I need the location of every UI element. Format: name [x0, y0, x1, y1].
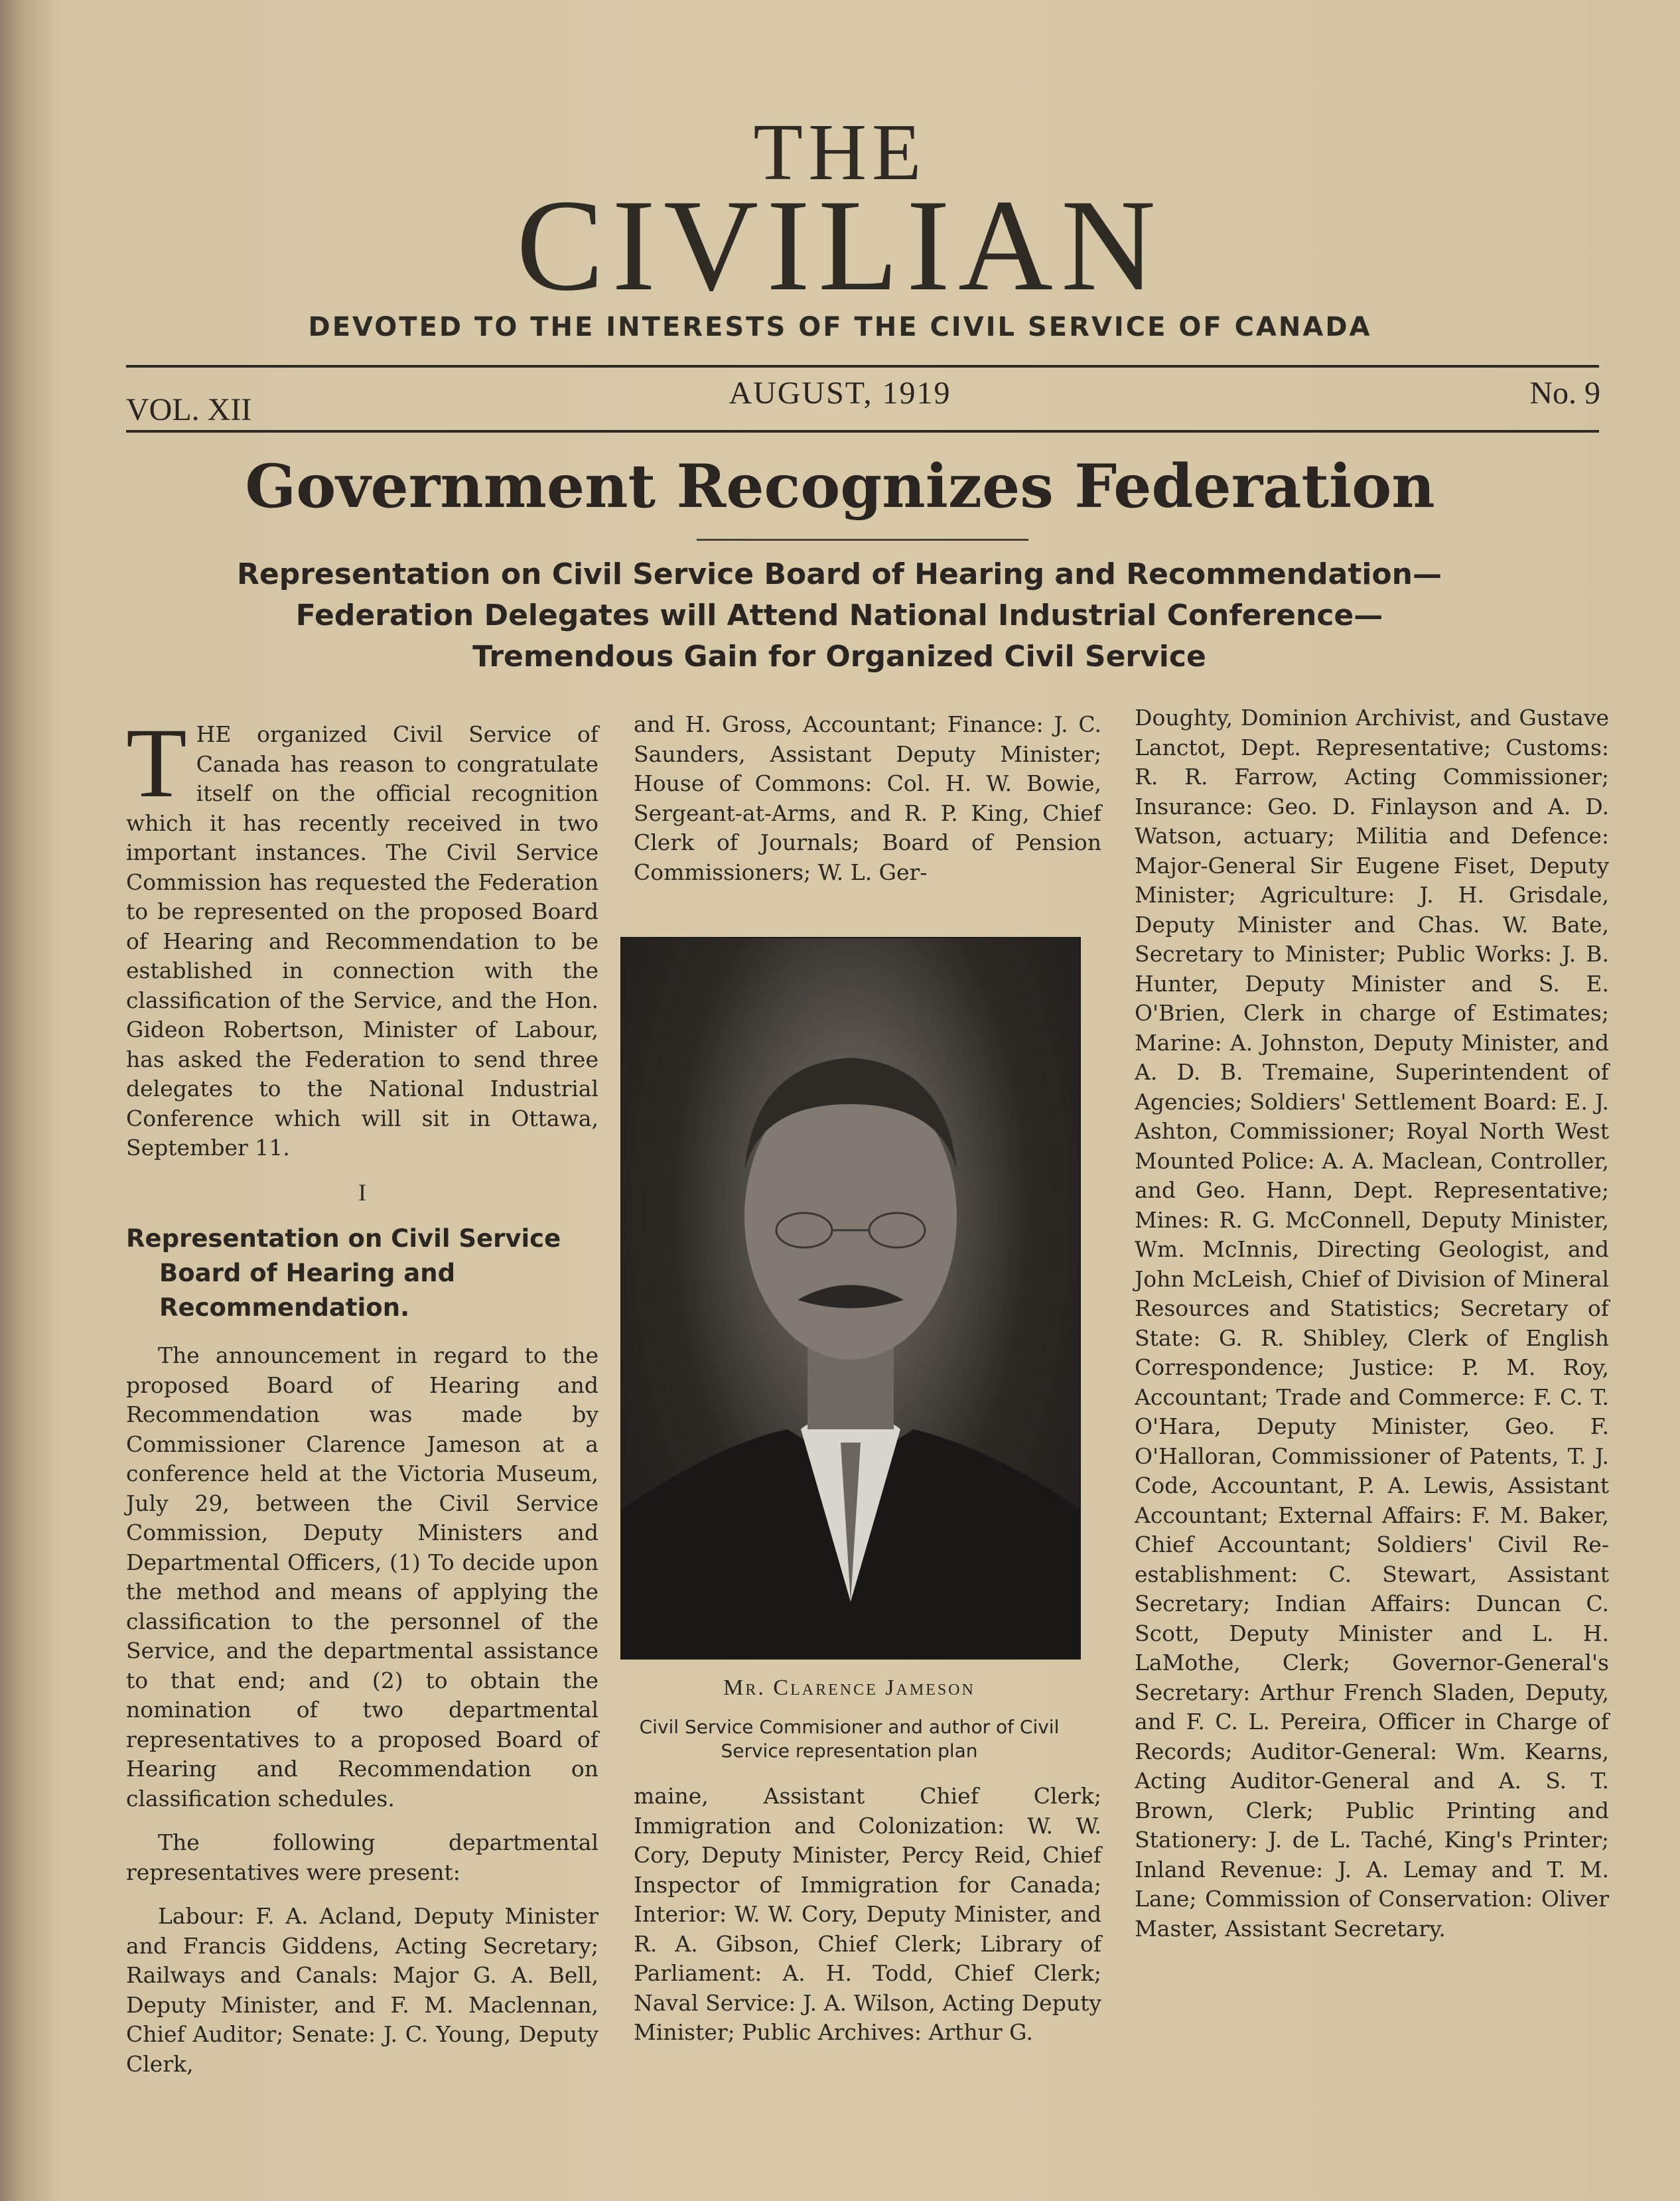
portrait-photo: [620, 937, 1081, 1660]
portrait-illustration: [622, 938, 1080, 1658]
body-paragraph: The announcement in regard to the proposed Board of Hearing and Recommendation was made by Commissioner Clarence Jameson at a conference held at the Victoria Museum, July 29, between the Civil Service Commission, Deputy Ministers and Departmental Officers, (1) To decide upon the method and means of applying the classification to the personnel of the Service, and the departmental assistance to that end; and (2) to obtain the nomination of two departmental representatives to a proposed Board of Hearing and Recommendation on classification schedules.: [126, 1342, 598, 1811]
bottom-rule: [126, 430, 1599, 433]
article-column-2-top: [634, 710, 1101, 902]
deck-line: Federation Delegates will Attend National Industrial Conference—: [295, 599, 1383, 632]
masthead-tagline: DEVOTED TO THE INTERESTS OF THE CIVIL SERVICE OF CANADA: [308, 312, 1372, 342]
lead-text: HE organized Civil Service of Canada has reason to congratulate itself on the official recognition which it has recently received in two important instances. The Civil Service Commission has requested the Federation to be represented on the proposed Board of Hearing and Recommendation to be established in connection with the classification of the Service, and the Hon. Gideon Robertson, Minister of Labour, has asked the Federation to send three delegates to the National Industrial Conference which will sit in Ottawa, September 11.: [126, 721, 598, 1161]
article-column-2-bottom: [634, 1782, 1101, 2062]
top-rule: [126, 365, 1599, 368]
body-paragraph: Labour: F. A. Acland, Deputy Minister and Francis Giddens, Acting Secretary; Railways and Canals: Major G. A. Bell, Deputy Minister, and F. M. Maclennan, Chief Auditor; Senate: J. C. Young, Deputy Clerk,: [126, 1903, 598, 2077]
article-column-3: [1135, 703, 1609, 1958]
deck-line: Representation on Civil Service Board of Hearing and Recommendation—: [237, 557, 1442, 591]
lead-paragraph: [126, 708, 598, 1163]
body-paragraph: and H. Gross, Accountant; Finance: J. C. Saunders, Assistant Deputy Minister; House of Commons: Col. H. W. Bowie, Sergeant-at-Arms, and R. P. King, Chief Clerk of Journals; Board of Pension Commissioners; W. L. Ger-: [634, 711, 1101, 885]
photo-caption-description: Civil Service Commisioner and author of Civil Service representation plan: [639, 1716, 1060, 1762]
issue-number: No. 9: [1529, 376, 1600, 411]
body-paragraph: The following departmental representatives were present:: [126, 1829, 598, 1885]
volume-label: VOL. XII: [126, 392, 252, 427]
body-paragraph: maine, Assistant Chief Clerk; Immigration and Colonization: W. W. Cory, Deputy Minister, Percy Reid, Chief Inspector of Immigration for Canada; Interior: W. W. Cory, Deputy Minister, and R. A. Gibson, Chief Clerk; Library of Parliament: A. H. Todd, Chief Clerk; Naval Service: J. A. Wilson, Acting Deputy Minister; Public Archives: Arthur G.: [634, 1783, 1101, 2045]
section-number: I: [358, 1178, 366, 1206]
deck: [199, 554, 1480, 677]
section-heading: Representation on Civil Service Board of Hearing and Recommendation.: [126, 1224, 561, 1322]
body-paragraph: Doughty, Dominion Archivist, and Gustave Lanctot, Dept. Representative; Customs: R. R. Farrow, Acting Commissioner; Insurance: Geo. D. Finlayson and A. D. Watson, actuary; Militia and Defence: Major-General Sir Eugene Fiset, Deputy Minister; Agriculture: J. H. Grisdale, Deputy Minister and Chas. W. Bate, Secretary to Minister; Public Works: J. B. Hunter, Deputy Minister and S. E. O'Brien, Clerk in charge of Estimates; Marine: A. Johnston, Deputy Minister, and A. D. B. Tremaine, Superintendent of Agencies; Soldiers' Settlement Board: E. J. Ashton, Commissioner; Royal North West Mounted Police: A. A. Maclean, Controller, and Geo. Hann, Dept. Representative; Mines: R. G. McConnell, Deputy Minister, Wm. McInnis, Directing Geologist, and John McLeish, Chief of Division of Mineral Resources and Statistics; Secretary of State: G. R. Shibley, Clerk of English Correspondence; Justice: P. M. Roy, Accountant; Trade and Commerce: F. C. T. O'Hara, Deputy Minister, Geo. F. O'Halloran, Commissioner of Patents, T. J. Code, Accountant, P. A. Lewis, Assistant Accountant; External Affairs: F. M. Baker, Chief Accountant; Soldiers' Civil Re-establishment: C. Stewart, Assistant Secretary; Indian Affairs: Duncan C. Scott, Deputy Minister and L. H. LaMothe, Clerk; Governor-General's Secretary: Arthur French Sladen, Deputy, and F. C. L. Pereira, Officer in Charge of Records; Auditor-General: Wm. Kearns, Acting Auditor-General and A. S. T. Brown, Clerk; Public Printing and Stationery: J. de L. Taché, King's Printer; Inland Revenue: J. A. Lemay and T. M. Lane; Commission of Conservation: Oliver Master, Assistant Secretary.: [1135, 705, 1609, 1942]
issue-date: AUGUST, 1919: [729, 376, 951, 411]
article-column-1: [126, 708, 598, 2094]
headline: Government Recognizes Federation: [245, 451, 1435, 522]
masthead-the: THE: [753, 107, 927, 197]
masthead-title: CIVILIAN: [516, 173, 1164, 318]
photo-caption-name: Mr. Clarence Jameson: [723, 1675, 975, 1700]
deck-line: Tremendous Gain for Organized Civil Service: [472, 640, 1206, 674]
headline-divider: [697, 539, 1028, 541]
drop-cap: T: [126, 708, 187, 818]
